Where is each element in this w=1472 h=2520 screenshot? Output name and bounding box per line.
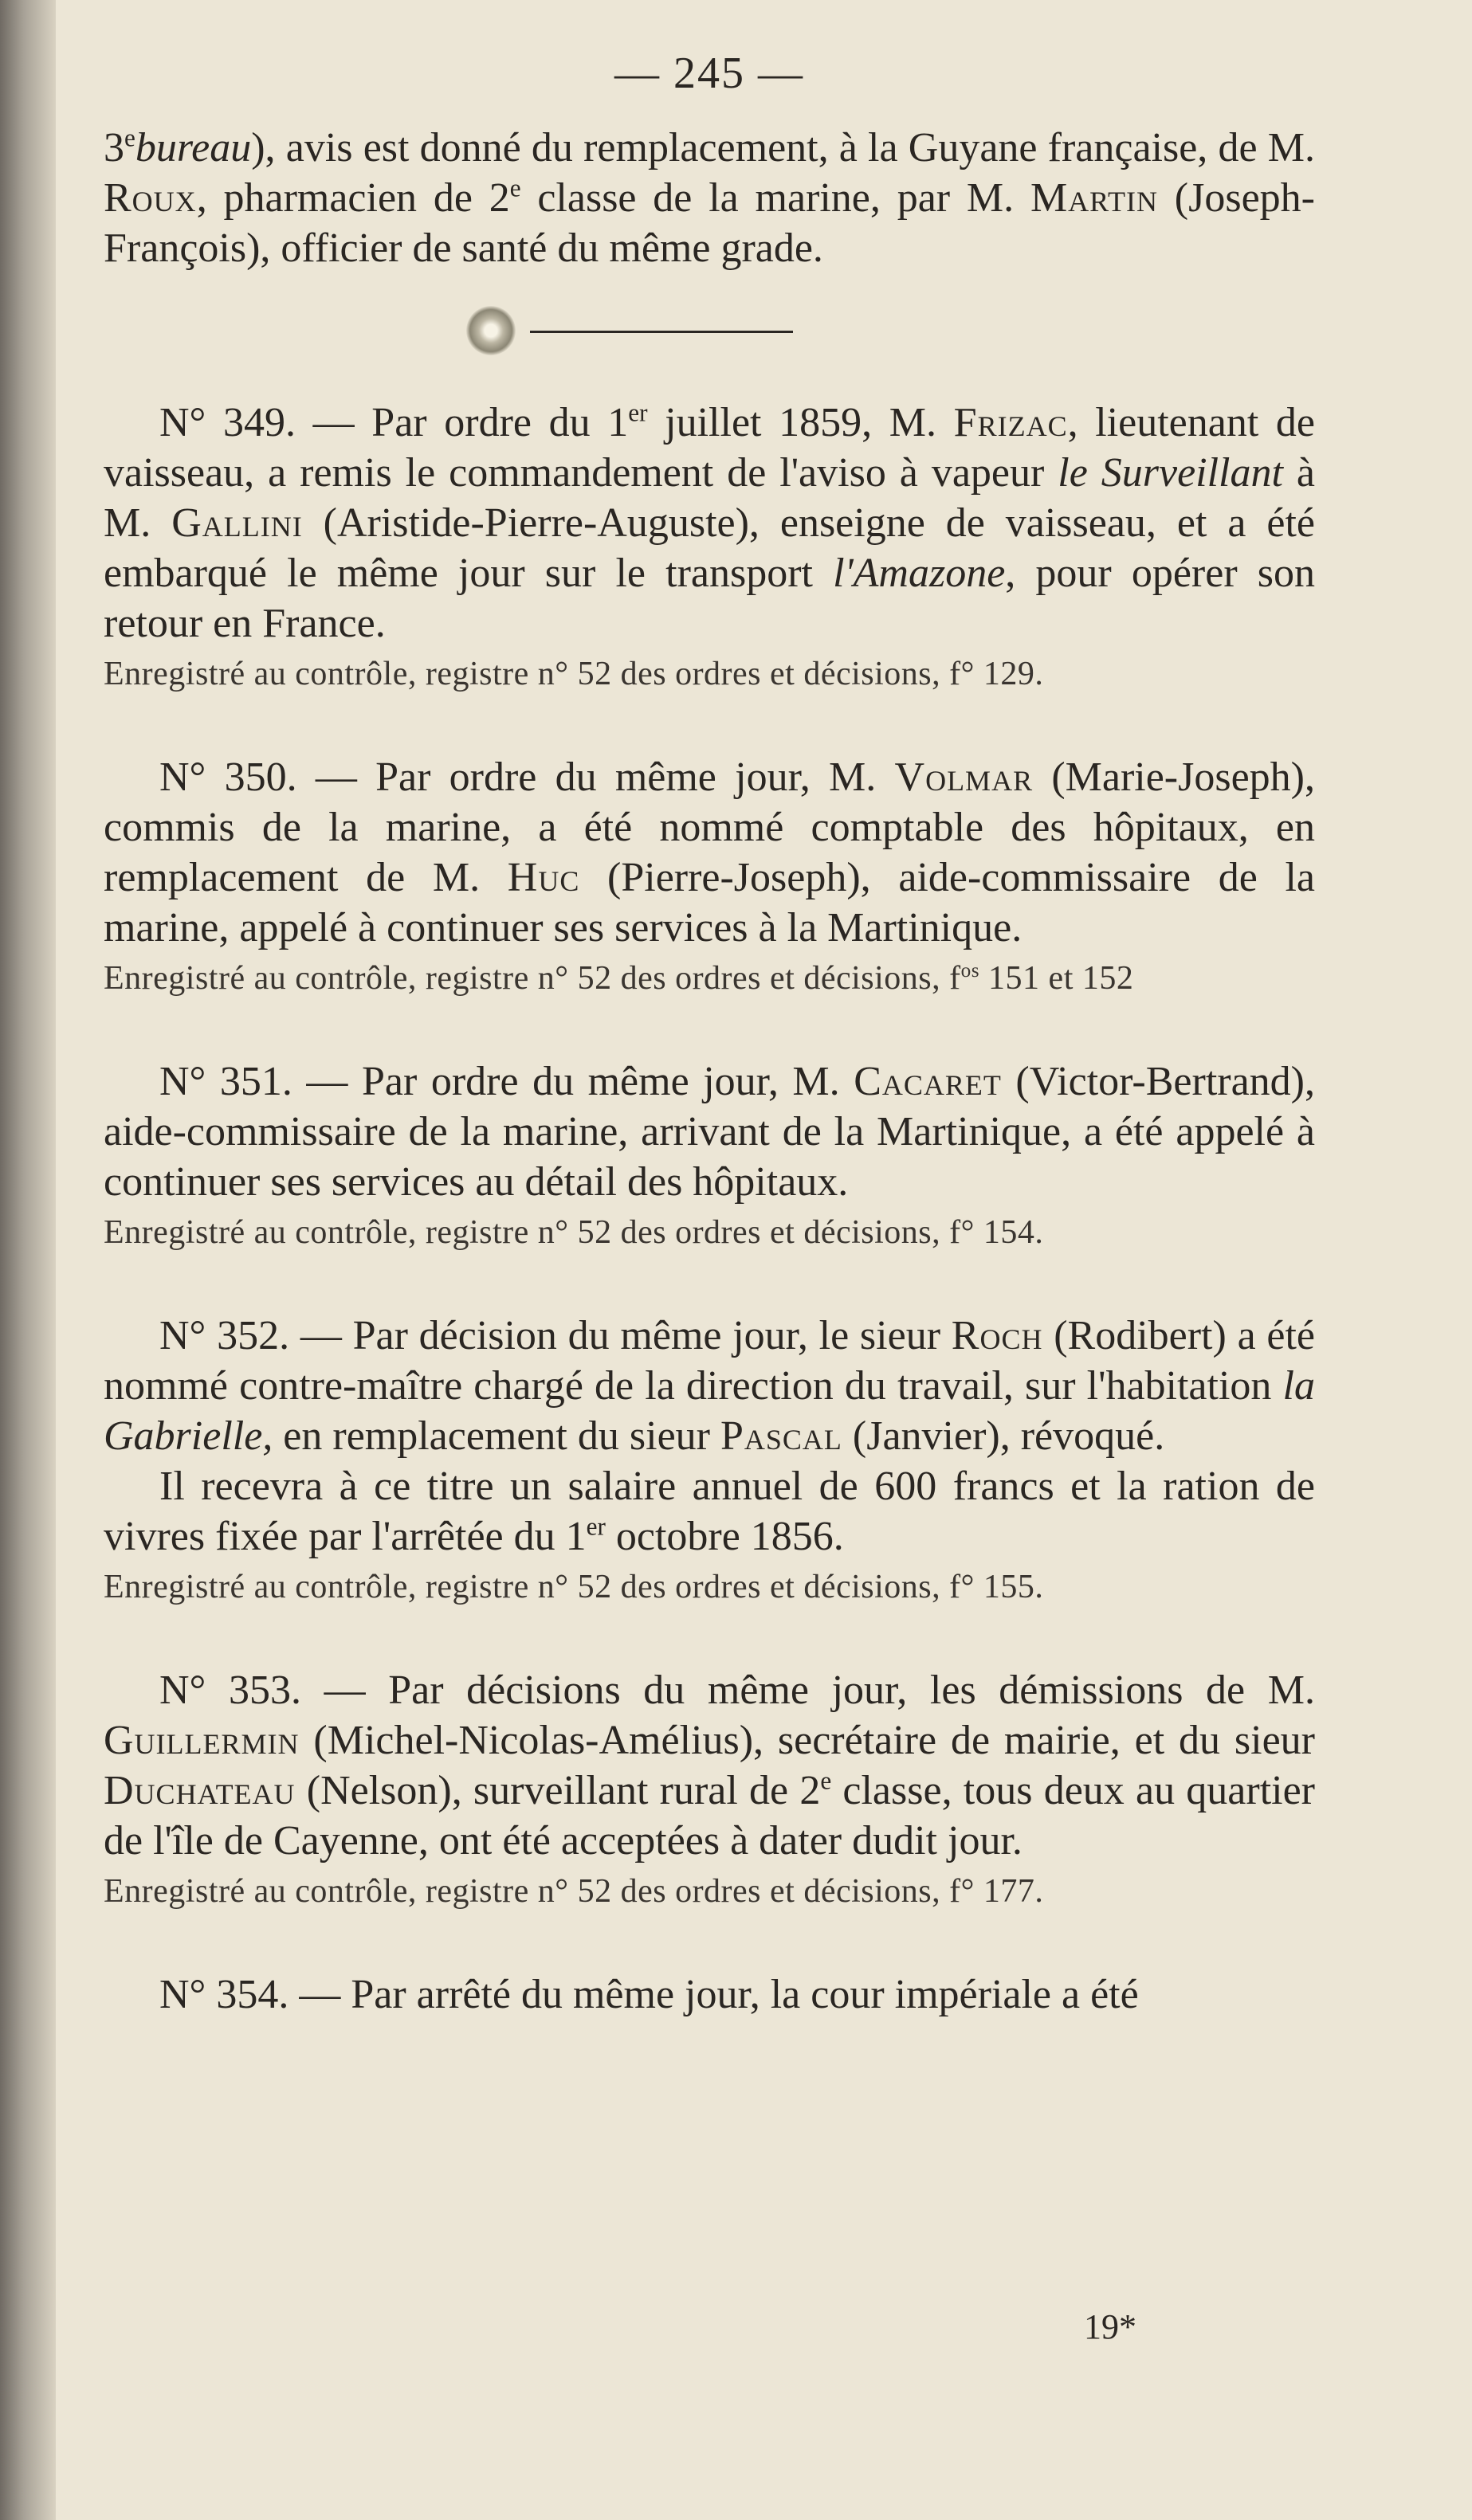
- entry-text: [104, 752, 1315, 953]
- person-name: Duchateau: [104, 1768, 296, 1813]
- entry-text-part: N° 353. — Par décisions du même jour, les démissions de M.: [159, 1668, 1315, 1713]
- registration-note: Enregistré au contrôle, registre n° 52 des ordres et décisions, f° 154.: [104, 1214, 1044, 1251]
- registration-text: 151 et 152: [979, 960, 1134, 997]
- person-name: Volmar: [894, 754, 1034, 800]
- superscript: er: [586, 1512, 606, 1541]
- ship-name: l'Amazone: [833, 551, 1006, 596]
- person-name: Martin: [1030, 175, 1158, 221]
- entry-text-part: (Michel-Nicolas-Amélius), secrétaire de mairie, et du sieur: [299, 1718, 1315, 1763]
- entry-text-part: (Janvier), révoqué.: [842, 1413, 1165, 1459]
- intro-paragraph: [104, 123, 1315, 273]
- registration-note: Enregistré au contrôle, registre n° 52 des ordres et décisions, f° 155.: [104, 1569, 1044, 1605]
- superscript: e: [509, 174, 521, 202]
- ornament-dot: [466, 306, 516, 355]
- entry-text-part: (Aristide-Pierre-Auguste), enseigne de vaisseau, et a été embarqué le même jour sur le transport: [104, 500, 1315, 596]
- entry-text: [104, 1311, 1315, 1461]
- registration-text: Enregistré au contrôle, registre n° 52 des ordres et décisions, f: [104, 960, 961, 997]
- entry-text-part: classe, tous deux au quartier de l'île de Cayenne, ont été acceptées à dater dudit jour.: [104, 1768, 1315, 1864]
- intro-text: , pharmacien de 2: [196, 175, 510, 221]
- superscript: e: [124, 123, 135, 152]
- section-ornament: [104, 278, 1315, 374]
- entry-text: N° 354. — Par arrêté du même jour, la cour impériale a été: [159, 1972, 1139, 2017]
- intro-text: classe de la marine, par M.: [520, 175, 1030, 221]
- entry-353: [104, 1665, 1315, 1914]
- entry-text-part: (Nelson), surveillant rural de 2: [295, 1768, 821, 1813]
- person-name: Roux: [104, 175, 197, 221]
- entry-text-part: (Victor-Bertrand), aide-commissaire de la marine, arrivant de la Martinique, a été appelé à continuer ses services au détail des hôpitaux.: [104, 1059, 1315, 1205]
- entry-text-part: , lieutenant de vaisseau, a remis le commandement de l'aviso à vapeur: [104, 400, 1315, 496]
- registration-note: [104, 956, 1315, 1001]
- entry-text-part: N° 349. — Par ordre du 1: [159, 400, 629, 445]
- entry-text-part: juillet 1859, M.: [647, 400, 954, 445]
- ornament-rule: [530, 331, 793, 333]
- intro-text: 3: [104, 125, 124, 170]
- person-name: Cacaret: [854, 1059, 1002, 1104]
- person-name: Pascal: [720, 1413, 842, 1459]
- document-page: [104, 48, 1315, 2075]
- entry-354: [104, 1969, 1315, 2020]
- entry-350: [104, 752, 1315, 1001]
- entry-text-part: (Rodibert) a été nommé contre-maître chargé de la direction du travail, sur l'habitation: [104, 1313, 1315, 1409]
- entry-text: [104, 1665, 1315, 1866]
- signature-mark: 19*: [1084, 2307, 1136, 2346]
- entry-text-continued: [104, 1461, 1315, 1562]
- entry-text-part: N° 352. — Par décision du même jour, le sieur: [159, 1313, 952, 1358]
- entry-text-part: en remplacement du sieur: [273, 1413, 720, 1459]
- person-name: Guillermin: [104, 1718, 300, 1763]
- registration-note: Enregistré au contrôle, registre n° 52 des ordres et décisions, f° 177.: [104, 1873, 1044, 1910]
- person-name: Huc: [507, 855, 580, 900]
- entry-text-part: octobre 1856.: [605, 1514, 844, 1559]
- italic-text: bureau: [135, 125, 252, 170]
- entry-text: [104, 398, 1315, 649]
- superscript: e: [820, 1766, 832, 1795]
- intro-text: ), avis est donné du remplacement, à la Guyane française, de M.: [251, 125, 1315, 170]
- binding-gutter: [0, 0, 56, 2520]
- entry-text-part: à M.: [104, 450, 1315, 546]
- entry-text: [104, 1056, 1315, 1207]
- entry-349: [104, 398, 1315, 696]
- entry-text-part: N° 351. — Par ordre du même jour, M.: [159, 1059, 854, 1104]
- person-name: Frizac: [953, 400, 1068, 445]
- entry-text-part: , pour opérer son retour en France.: [104, 551, 1315, 646]
- entry-351: [104, 1056, 1315, 1255]
- entry-text-part: (Marie-Joseph), commis de la marine, a été nommé comptable des hôpitaux, en remplacement de M.: [104, 754, 1315, 900]
- entry-352: [104, 1311, 1315, 1609]
- entry-text-part: Il recevra à ce titre un salaire annuel de 600 francs et la ration de vivres fixée par l'arrêtée du 1: [104, 1464, 1315, 1559]
- estate-name: la Gabrielle,: [104, 1363, 1315, 1459]
- superscript: er: [628, 398, 648, 427]
- page-number: — 245 —: [614, 49, 804, 98]
- person-name: Roch: [951, 1313, 1043, 1358]
- registration-note: Enregistré au contrôle, registre n° 52 des ordres et décisions, f° 129.: [104, 656, 1044, 692]
- person-name: Gallini: [171, 500, 303, 546]
- superscript: os: [960, 960, 980, 982]
- intro-text: (Joseph-François), officier de santé du même grade.: [104, 175, 1315, 271]
- entry-text-part: (Pierre-Joseph), aide-commissaire de la marine, appelé à continuer ses services à la Martinique.: [104, 855, 1315, 950]
- entry-text-part: N° 350. — Par ordre du même jour, M.: [159, 754, 895, 800]
- ship-name: le Surveillant: [1058, 450, 1283, 496]
